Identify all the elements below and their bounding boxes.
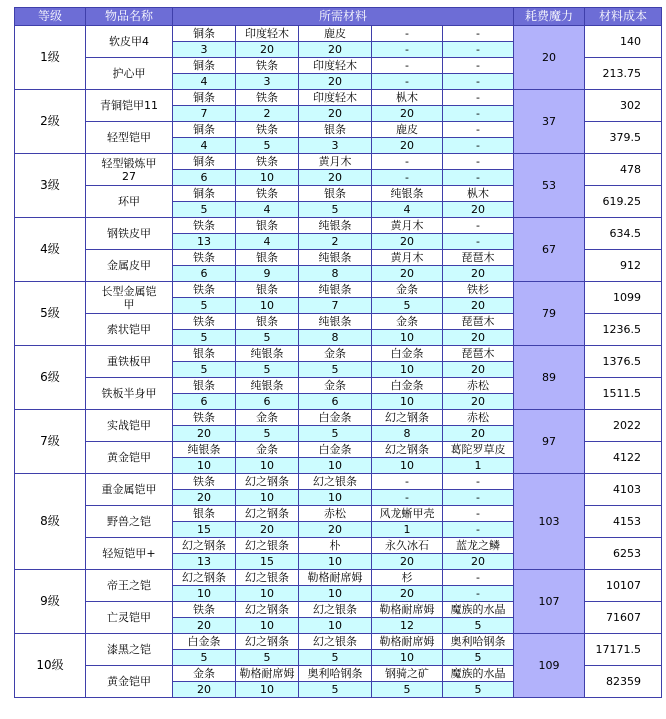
mana-cell: 89 bbox=[514, 346, 585, 410]
material-name-cell: 鹿皮 bbox=[372, 122, 443, 138]
material-qty-cell: 7 bbox=[173, 106, 236, 122]
item-name-cell: 青铜铠甲11 bbox=[86, 90, 173, 122]
material-qty-cell: 6 bbox=[299, 394, 372, 410]
item-name-cell: 环甲 bbox=[86, 186, 173, 218]
material-name-row bbox=[15, 474, 662, 490]
mana-cell: 67 bbox=[514, 218, 585, 282]
material-qty-cell: 20 bbox=[299, 522, 372, 538]
header-item: 物品名称 bbox=[86, 8, 173, 26]
material-name-cell: 银条 bbox=[236, 218, 299, 234]
material-qty-cell: 20 bbox=[443, 426, 514, 442]
material-qty-cell: 5 bbox=[299, 650, 372, 666]
material-name-row bbox=[15, 26, 662, 42]
material-qty-cell: 5 bbox=[443, 650, 514, 666]
cost-cell: 1236.5 bbox=[585, 314, 662, 346]
material-qty-cell: 5 bbox=[173, 650, 236, 666]
material-qty-cell: 4 bbox=[236, 234, 299, 250]
material-qty-cell: 10 bbox=[173, 586, 236, 602]
cost-cell: 2022 bbox=[585, 410, 662, 442]
material-name-cell: 银条 bbox=[299, 122, 372, 138]
mana-cell: 53 bbox=[514, 154, 585, 218]
material-name-cell: 幻之钢条 bbox=[372, 442, 443, 458]
mana-cell: 107 bbox=[514, 570, 585, 634]
material-qty-cell: 10 bbox=[299, 618, 372, 634]
material-name-cell: 铁条 bbox=[236, 58, 299, 74]
material-name-cell: 铜条 bbox=[173, 90, 236, 106]
material-name-cell: 纯银条 bbox=[173, 442, 236, 458]
material-name-cell: 勒格耐席姆 bbox=[372, 602, 443, 618]
material-name-cell: 赤松 bbox=[443, 378, 514, 394]
material-name-cell: 银条 bbox=[299, 186, 372, 202]
item-name-cell: 轻型铠甲 bbox=[86, 122, 173, 154]
material-name-cell: 魔族的水晶 bbox=[443, 602, 514, 618]
material-name-cell: 白金条 bbox=[299, 442, 372, 458]
material-name-cell: 银条 bbox=[173, 378, 236, 394]
item-name-cell: 轻短铠甲+ bbox=[86, 538, 173, 570]
material-name-cell: 幻之钢条 bbox=[173, 538, 236, 554]
material-name-cell: - bbox=[372, 26, 443, 42]
material-name-cell: 赤松 bbox=[299, 506, 372, 522]
material-name-cell: 永久冰石 bbox=[372, 538, 443, 554]
material-qty-cell: - bbox=[443, 106, 514, 122]
material-name-cell: 枞木 bbox=[372, 90, 443, 106]
material-qty-cell: 10 bbox=[173, 458, 236, 474]
material-qty-cell: 7 bbox=[299, 298, 372, 314]
material-qty-cell: 10 bbox=[236, 586, 299, 602]
cost-cell: 478 bbox=[585, 154, 662, 186]
material-qty-cell: 10 bbox=[299, 554, 372, 570]
material-qty-cell: - bbox=[372, 74, 443, 90]
material-qty-cell: 5 bbox=[173, 202, 236, 218]
material-name-cell: 蓝龙之鳞 bbox=[443, 538, 514, 554]
table-body bbox=[15, 26, 662, 698]
material-qty-cell: 3 bbox=[299, 138, 372, 154]
material-qty-cell: 4 bbox=[236, 202, 299, 218]
material-qty-cell: 5 bbox=[173, 362, 236, 378]
material-qty-cell: 9 bbox=[236, 266, 299, 282]
material-qty-cell: 5 bbox=[299, 682, 372, 698]
item-name-cell: 帝王之铠 bbox=[86, 570, 173, 602]
material-qty-cell: 20 bbox=[299, 170, 372, 186]
material-name-cell: 铁条 bbox=[236, 154, 299, 170]
material-name-cell: 奥利哈钢条 bbox=[299, 666, 372, 682]
material-qty-cell: 20 bbox=[372, 234, 443, 250]
material-qty-cell: 10 bbox=[236, 458, 299, 474]
material-name-cell: 葛陀罗草皮 bbox=[443, 442, 514, 458]
material-name-cell: 枞木 bbox=[443, 186, 514, 202]
material-name-cell: 铁条 bbox=[236, 122, 299, 138]
material-qty-cell: 20 bbox=[443, 298, 514, 314]
material-qty-cell: - bbox=[443, 522, 514, 538]
material-qty-cell: 6 bbox=[236, 394, 299, 410]
material-qty-cell: 20 bbox=[372, 586, 443, 602]
material-qty-cell: 5 bbox=[443, 618, 514, 634]
material-qty-cell: 20 bbox=[372, 554, 443, 570]
item-name-cell: 重铁板甲 bbox=[86, 346, 173, 378]
material-name-cell: 铁条 bbox=[173, 314, 236, 330]
item-name-cell: 重金属铠甲 bbox=[86, 474, 173, 506]
material-qty-cell: 2 bbox=[299, 234, 372, 250]
material-qty-cell: 5 bbox=[443, 682, 514, 698]
material-name-row bbox=[15, 90, 662, 106]
material-qty-cell: 10 bbox=[236, 298, 299, 314]
header-mana: 耗费魔力 bbox=[514, 8, 585, 26]
material-name-cell: 幻之银条 bbox=[236, 570, 299, 586]
material-name-cell: 朴 bbox=[299, 538, 372, 554]
material-name-cell: - bbox=[443, 122, 514, 138]
material-name-cell: 铁条 bbox=[173, 218, 236, 234]
item-name-cell: 实战铠甲 bbox=[86, 410, 173, 442]
material-name-row bbox=[15, 154, 662, 170]
material-name-cell: 纯银条 bbox=[372, 186, 443, 202]
item-name-cell: 索状铠甲 bbox=[86, 314, 173, 346]
material-qty-cell: 10 bbox=[299, 586, 372, 602]
item-name-cell: 亡灵铠甲 bbox=[86, 602, 173, 634]
material-name-cell: 琵琶木 bbox=[443, 346, 514, 362]
material-qty-cell: 20 bbox=[236, 522, 299, 538]
cost-cell: 1099 bbox=[585, 282, 662, 314]
material-name-cell: 银条 bbox=[236, 314, 299, 330]
material-name-cell: 铁条 bbox=[173, 282, 236, 298]
cost-cell: 82359 bbox=[585, 666, 662, 698]
material-name-cell: 勒格耐席姆 bbox=[299, 570, 372, 586]
material-name-cell: 勒格耐席姆 bbox=[236, 666, 299, 682]
cost-cell: 17171.5 bbox=[585, 634, 662, 666]
material-name-cell: 幻之钢条 bbox=[236, 506, 299, 522]
grade-cell: 5级 bbox=[15, 282, 86, 346]
material-qty-cell: 20 bbox=[443, 266, 514, 282]
cost-cell: 1376.5 bbox=[585, 346, 662, 378]
material-name-cell: 印度轻木 bbox=[236, 26, 299, 42]
material-qty-cell: 10 bbox=[372, 362, 443, 378]
material-qty-cell: 6 bbox=[173, 170, 236, 186]
material-name-row bbox=[15, 634, 662, 650]
material-name-cell: 勒格耐席姆 bbox=[372, 634, 443, 650]
material-qty-cell: 13 bbox=[173, 234, 236, 250]
material-qty-cell: - bbox=[372, 42, 443, 58]
material-name-cell: 白金条 bbox=[372, 378, 443, 394]
material-qty-cell: - bbox=[443, 42, 514, 58]
material-qty-cell: 10 bbox=[236, 682, 299, 698]
material-qty-cell: 5 bbox=[299, 202, 372, 218]
header-materials: 所需材料 bbox=[173, 8, 514, 26]
material-qty-cell: 20 bbox=[372, 106, 443, 122]
material-name-cell: 白金条 bbox=[173, 634, 236, 650]
material-name-row bbox=[15, 570, 662, 586]
cost-cell: 71607 bbox=[585, 602, 662, 634]
material-qty-cell: 8 bbox=[372, 426, 443, 442]
material-qty-cell: 20 bbox=[173, 682, 236, 698]
material-name-cell: 黄月木 bbox=[372, 218, 443, 234]
material-qty-cell: 5 bbox=[299, 362, 372, 378]
material-name-cell: 铁条 bbox=[173, 474, 236, 490]
material-qty-cell: 3 bbox=[236, 74, 299, 90]
material-name-cell: 魔族的水晶 bbox=[443, 666, 514, 682]
material-name-cell: 银条 bbox=[236, 250, 299, 266]
material-qty-cell: 20 bbox=[173, 618, 236, 634]
material-qty-cell: 8 bbox=[299, 330, 372, 346]
item-name-cell: 漆黑之铠 bbox=[86, 634, 173, 666]
material-name-cell: - bbox=[443, 154, 514, 170]
cost-cell: 4153 bbox=[585, 506, 662, 538]
item-name-cell: 黄金铠甲 bbox=[86, 442, 173, 474]
header-row bbox=[15, 8, 662, 26]
cost-cell: 302 bbox=[585, 90, 662, 122]
armor-crafting-table bbox=[14, 7, 662, 698]
mana-cell: 37 bbox=[514, 90, 585, 154]
item-name-cell: 黄金铠甲 bbox=[86, 666, 173, 698]
grade-cell: 1级 bbox=[15, 26, 86, 90]
material-qty-cell: 1 bbox=[443, 458, 514, 474]
material-name-cell: 铁条 bbox=[173, 602, 236, 618]
material-name-cell: - bbox=[443, 218, 514, 234]
material-qty-cell: 20 bbox=[443, 202, 514, 218]
material-name-cell: 金条 bbox=[299, 378, 372, 394]
material-qty-cell: 20 bbox=[443, 362, 514, 378]
material-qty-cell: 10 bbox=[372, 650, 443, 666]
cost-cell: 1511.5 bbox=[585, 378, 662, 410]
material-name-cell: 纯银条 bbox=[299, 314, 372, 330]
material-name-cell: 铜条 bbox=[173, 26, 236, 42]
material-qty-cell: 10 bbox=[299, 458, 372, 474]
material-qty-cell: 15 bbox=[236, 554, 299, 570]
material-name-cell: 纯银条 bbox=[299, 218, 372, 234]
material-qty-cell: - bbox=[443, 234, 514, 250]
material-name-row bbox=[15, 346, 662, 362]
material-qty-cell: - bbox=[372, 490, 443, 506]
material-name-cell: 风龙蜥甲壳 bbox=[372, 506, 443, 522]
material-qty-cell: 20 bbox=[443, 330, 514, 346]
material-qty-cell: 15 bbox=[173, 522, 236, 538]
header-grade: 等级 bbox=[15, 8, 86, 26]
material-name-cell: 纯银条 bbox=[236, 346, 299, 362]
material-name-cell: - bbox=[443, 26, 514, 42]
material-name-cell: 铁条 bbox=[236, 186, 299, 202]
material-name-cell: 幻之钢条 bbox=[372, 410, 443, 426]
material-name-cell: - bbox=[372, 154, 443, 170]
item-name-cell: 钢铁皮甲 bbox=[86, 218, 173, 250]
material-qty-cell: 20 bbox=[299, 42, 372, 58]
cost-cell: 213.75 bbox=[585, 58, 662, 90]
material-name-cell: 金条 bbox=[299, 346, 372, 362]
material-name-cell: - bbox=[372, 474, 443, 490]
material-name-cell: 金条 bbox=[173, 666, 236, 682]
item-name-cell: 铁板半身甲 bbox=[86, 378, 173, 410]
material-qty-cell: 20 bbox=[173, 490, 236, 506]
cost-cell: 140 bbox=[585, 26, 662, 58]
material-qty-cell: 5 bbox=[372, 298, 443, 314]
material-name-cell: 幻之钢条 bbox=[236, 602, 299, 618]
material-name-cell: - bbox=[443, 506, 514, 522]
material-qty-cell: 4 bbox=[173, 74, 236, 90]
header-cost: 材料成本 bbox=[585, 8, 662, 26]
material-qty-cell: 5 bbox=[236, 362, 299, 378]
material-name-cell: 琵琶木 bbox=[443, 250, 514, 266]
material-qty-cell: 5 bbox=[173, 298, 236, 314]
cost-cell: 634.5 bbox=[585, 218, 662, 250]
material-name-cell: 奥利哈钢条 bbox=[443, 634, 514, 650]
material-name-cell: 铜条 bbox=[173, 122, 236, 138]
item-name-cell: 软皮甲4 bbox=[86, 26, 173, 58]
material-qty-cell: 10 bbox=[372, 330, 443, 346]
material-name-cell: 铁条 bbox=[236, 90, 299, 106]
material-name-cell: 幻之钢条 bbox=[236, 474, 299, 490]
item-name-cell: 轻型锻炼甲 27 bbox=[86, 154, 173, 186]
material-name-cell: 金条 bbox=[372, 282, 443, 298]
material-name-cell: 铁条 bbox=[173, 410, 236, 426]
material-name-cell: 杉 bbox=[372, 570, 443, 586]
material-qty-cell: 5 bbox=[236, 650, 299, 666]
material-name-cell: 银条 bbox=[173, 506, 236, 522]
material-name-cell: - bbox=[443, 58, 514, 74]
material-qty-cell: 10 bbox=[372, 458, 443, 474]
material-qty-cell: 5 bbox=[236, 426, 299, 442]
material-name-cell: 幻之银条 bbox=[299, 602, 372, 618]
material-qty-cell: 2 bbox=[236, 106, 299, 122]
material-qty-cell: 5 bbox=[299, 426, 372, 442]
cost-cell: 4103 bbox=[585, 474, 662, 506]
material-name-cell: 铁杉 bbox=[443, 282, 514, 298]
material-qty-cell: 20 bbox=[372, 266, 443, 282]
material-name-cell: 银条 bbox=[236, 282, 299, 298]
material-qty-cell: 6 bbox=[173, 394, 236, 410]
material-qty-cell: 5 bbox=[236, 330, 299, 346]
material-name-cell: 纯银条 bbox=[236, 378, 299, 394]
grade-cell: 8级 bbox=[15, 474, 86, 570]
material-name-cell: 铜条 bbox=[173, 154, 236, 170]
material-name-cell: 幻之钢条 bbox=[236, 634, 299, 650]
material-name-cell: 黄月木 bbox=[299, 154, 372, 170]
material-qty-cell: 5 bbox=[236, 138, 299, 154]
cost-cell: 4122 bbox=[585, 442, 662, 474]
material-qty-cell: 20 bbox=[443, 554, 514, 570]
cost-cell: 6253 bbox=[585, 538, 662, 570]
material-qty-cell: 10 bbox=[236, 170, 299, 186]
material-qty-cell: 5 bbox=[173, 330, 236, 346]
material-name-cell: - bbox=[443, 570, 514, 586]
material-qty-cell: 20 bbox=[299, 106, 372, 122]
material-qty-cell: 10 bbox=[372, 394, 443, 410]
grade-cell: 7级 bbox=[15, 410, 86, 474]
material-qty-cell: 20 bbox=[372, 138, 443, 154]
material-qty-cell: 4 bbox=[173, 138, 236, 154]
material-name-row bbox=[15, 410, 662, 426]
cost-cell: 912 bbox=[585, 250, 662, 282]
material-name-row bbox=[15, 218, 662, 234]
material-name-cell: 铁条 bbox=[173, 250, 236, 266]
material-name-cell: - bbox=[443, 474, 514, 490]
grade-cell: 6级 bbox=[15, 346, 86, 410]
material-name-cell: 幻之银条 bbox=[299, 474, 372, 490]
material-qty-cell: 8 bbox=[299, 266, 372, 282]
material-qty-cell: 5 bbox=[372, 682, 443, 698]
material-name-cell: 琵琶木 bbox=[443, 314, 514, 330]
material-name-cell: 金条 bbox=[236, 410, 299, 426]
material-name-cell: 钢骑之矿 bbox=[372, 666, 443, 682]
material-qty-cell: 20 bbox=[173, 426, 236, 442]
material-qty-cell: 6 bbox=[173, 266, 236, 282]
material-qty-cell: 13 bbox=[173, 554, 236, 570]
material-qty-cell: - bbox=[372, 170, 443, 186]
material-name-cell: 鹿皮 bbox=[299, 26, 372, 42]
material-name-cell: 幻之钢条 bbox=[173, 570, 236, 586]
cost-cell: 10107 bbox=[585, 570, 662, 602]
material-qty-cell: 1 bbox=[372, 522, 443, 538]
material-name-cell: 白金条 bbox=[299, 410, 372, 426]
material-name-cell: 印度轻木 bbox=[299, 58, 372, 74]
grade-cell: 2级 bbox=[15, 90, 86, 154]
item-name-cell: 金属皮甲 bbox=[86, 250, 173, 282]
material-qty-cell: 10 bbox=[236, 618, 299, 634]
material-name-cell: - bbox=[372, 58, 443, 74]
material-qty-cell: - bbox=[443, 74, 514, 90]
material-qty-cell: 10 bbox=[236, 490, 299, 506]
material-qty-cell: - bbox=[443, 586, 514, 602]
cost-cell: 379.5 bbox=[585, 122, 662, 154]
mana-cell: 20 bbox=[514, 26, 585, 90]
cost-cell: 619.25 bbox=[585, 186, 662, 218]
material-qty-cell: 12 bbox=[372, 618, 443, 634]
material-qty-cell: 4 bbox=[372, 202, 443, 218]
mana-cell: 79 bbox=[514, 282, 585, 346]
material-qty-cell: - bbox=[443, 490, 514, 506]
material-name-cell: 赤松 bbox=[443, 410, 514, 426]
material-qty-cell: - bbox=[443, 170, 514, 186]
material-name-cell: 黄月木 bbox=[372, 250, 443, 266]
grade-cell: 10级 bbox=[15, 634, 86, 698]
material-qty-cell: - bbox=[443, 138, 514, 154]
grade-cell: 3级 bbox=[15, 154, 86, 218]
material-qty-cell: 20 bbox=[236, 42, 299, 58]
material-name-cell: 银条 bbox=[173, 346, 236, 362]
item-name-cell: 野兽之铠 bbox=[86, 506, 173, 538]
material-name-cell: 幻之银条 bbox=[236, 538, 299, 554]
grade-cell: 4级 bbox=[15, 218, 86, 282]
mana-cell: 109 bbox=[514, 634, 585, 698]
material-name-cell: 金条 bbox=[372, 314, 443, 330]
material-name-cell: 白金条 bbox=[372, 346, 443, 362]
material-name-cell: 印度轻木 bbox=[299, 90, 372, 106]
material-name-row bbox=[15, 282, 662, 298]
material-name-cell: 幻之银条 bbox=[299, 634, 372, 650]
material-qty-cell: 10 bbox=[299, 490, 372, 506]
grade-cell: 9级 bbox=[15, 570, 86, 634]
material-name-cell: - bbox=[443, 90, 514, 106]
material-name-cell: 纯银条 bbox=[299, 282, 372, 298]
material-name-cell: 铜条 bbox=[173, 58, 236, 74]
material-qty-cell: 20 bbox=[443, 394, 514, 410]
mana-cell: 97 bbox=[514, 410, 585, 474]
material-name-cell: 纯银条 bbox=[299, 250, 372, 266]
material-name-cell: 金条 bbox=[236, 442, 299, 458]
material-name-cell: 铜条 bbox=[173, 186, 236, 202]
mana-cell: 103 bbox=[514, 474, 585, 570]
material-qty-cell: 20 bbox=[299, 74, 372, 90]
item-name-cell: 长型金属铠 甲 bbox=[86, 282, 173, 314]
item-name-cell: 护心甲 bbox=[86, 58, 173, 90]
material-qty-cell: 3 bbox=[173, 42, 236, 58]
